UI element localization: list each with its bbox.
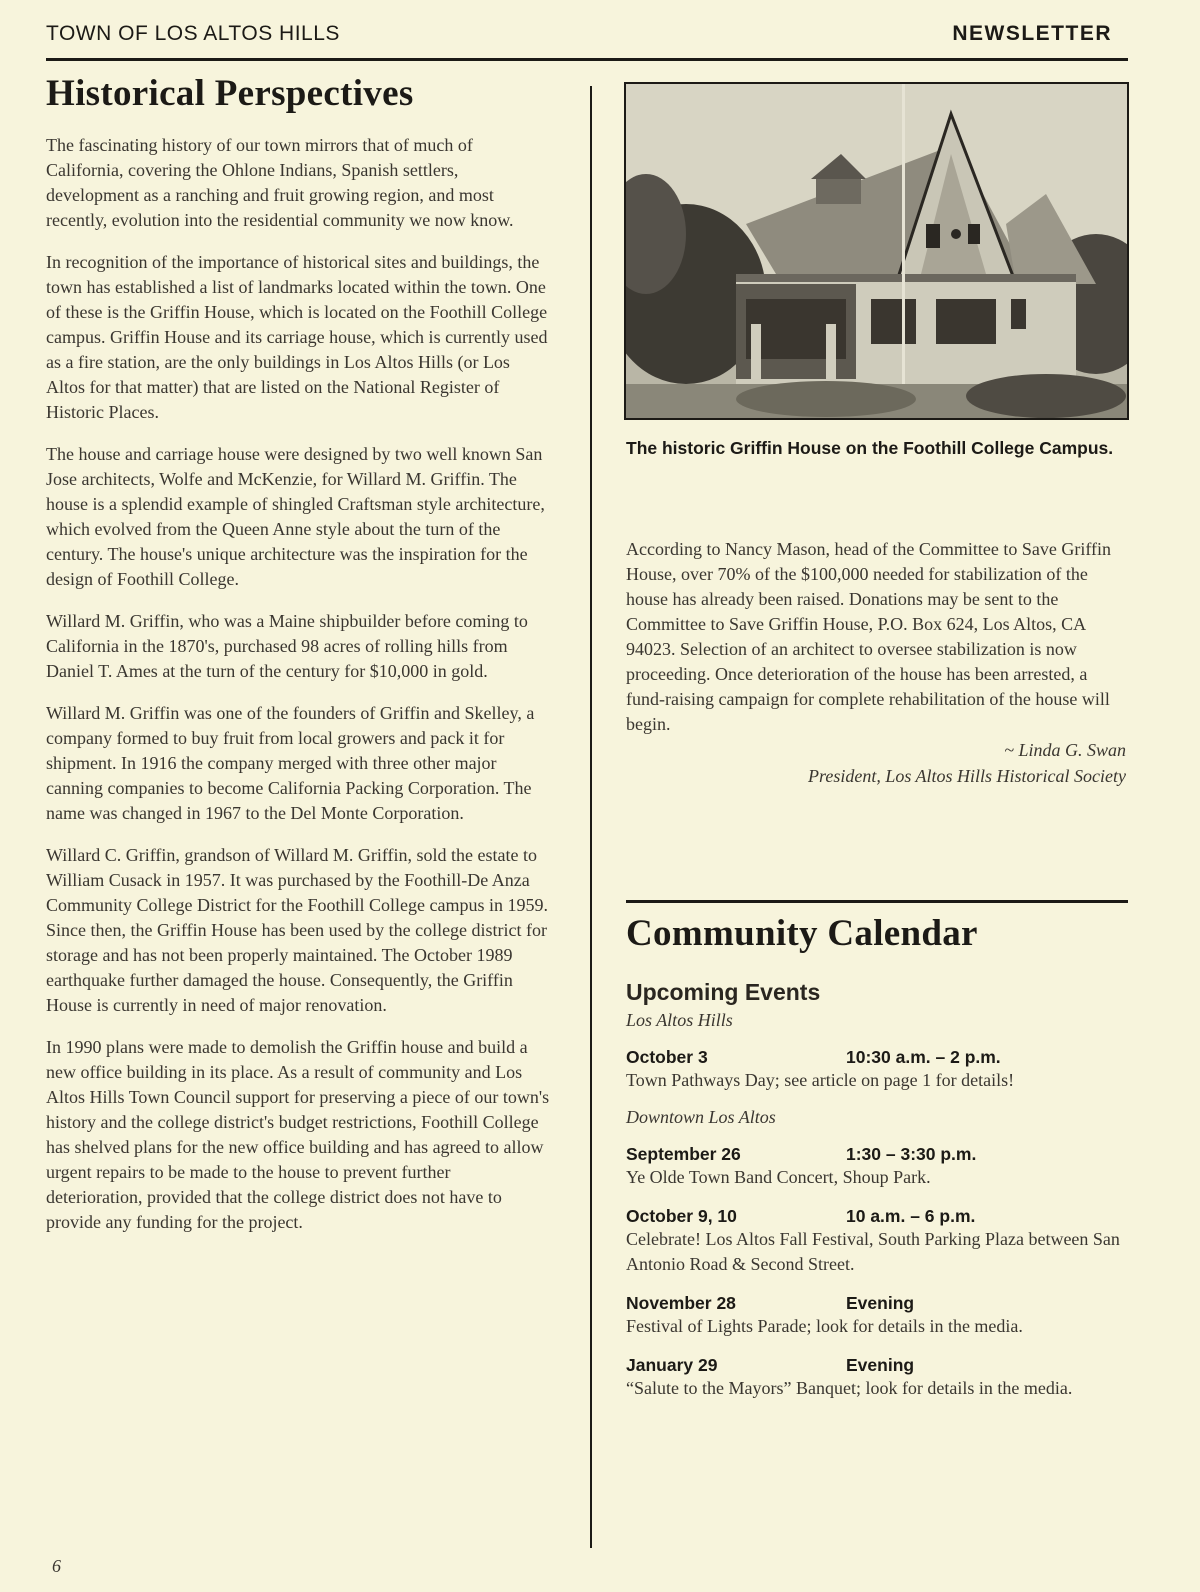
article-paragraph: The house and carriage house were designed by two well known San Jose architects, Wolfe and McKenzie, for Willard M. Griffin. The house is a splendid example of shingled Craftsman style architecture, which evolved from the Queen Anne style about the turn of the century. The house's unique architecture was the inspiration for the design of Foothill College. — [46, 444, 545, 589]
photo-caption: The historic Griffin House on the Foothill College Campus. — [626, 438, 1114, 458]
calendar-event — [626, 1144, 1128, 1190]
article-paragraph: Willard M. Griffin was one of the founders of Griffin and Skelley, a company formed to buy fruit from local growers and pack it for shipment. In 1916 the company merged with three other major canning companies to become California Packing Corporation. The name was changed in 1967 to the Del Monte Corporation. — [46, 703, 535, 823]
event-description: “Salute to the Mayors” Banquet; look for details in the media. — [626, 1378, 1073, 1398]
community-calendar — [626, 912, 1128, 1401]
event-date: October 3 — [626, 1047, 708, 1067]
event-date: November 28 — [626, 1293, 736, 1313]
calendar-event — [626, 1047, 1128, 1093]
event-time: 1:30 – 3:30 p.m. — [846, 1144, 977, 1164]
continuation-paragraph: According to Nancy Mason, head of the Committee to Save Griffin House, over 70% of the $100,000 needed for stabilization of the house has already been raised. Donations may be sent to the Committee to Save Griffin House, P.O. Box 624, Los Altos, CA 94023. Selection of an architect to oversee stabilization is now proceeding. Once deterioration of the house has been arrested, a fund-raising campaign for complete rehabilitation of the house will begin. — [626, 539, 1112, 734]
event-time: Evening — [846, 1355, 915, 1375]
calendar-subtitle: Upcoming Events — [626, 979, 821, 1005]
article-paragraph: In recognition of the importance of historical sites and buildings, the town has established a list of landmarks located within the town. One of these is the Griffin House, which is located on the Foothill College campus. Griffin House and its carriage house, which is currently used as a fire station, are the only buildings in Los Altos Hills (or Los Altos for that matter) that are listed on the National Register of Historic Places. — [46, 252, 548, 422]
event-description: Town Pathways Day; see article on page 1 for details! — [626, 1070, 1015, 1090]
article-title: Historical Perspectives — [46, 73, 414, 114]
article-paragraph: Willard M. Griffin, who was a Maine shipbuilder before coming to California in the 1870's, purchased 98 acres of rolling hills from Daniel T. Ames at the turn of the century for $10,000 in gold. — [46, 611, 528, 681]
article-paragraph: In 1990 plans were made to demolish the Griffin house and build a new office building in its place. As a result of community and Los Altos Hills Town Council support for preserving a piece of our town's history and the college district's budget restrictions, Foothill College has shelved plans for the new office building and has agreed to allow urgent repairs to be made to the house to prevent further deterioration, provided that the college district does not have to provide any funding for the project. — [46, 1037, 550, 1232]
calendar-title: Community Calendar — [626, 913, 978, 954]
author-title: President, Los Altos Hills Historical Society — [808, 766, 1126, 786]
header-divider — [46, 58, 1128, 61]
event-description: Festival of Lights Parade; look for details in the media. — [626, 1316, 1023, 1336]
article-paragraph: Willard C. Griffin, grandson of Willard M. Griffin, sold the estate to William Cusack in 1957. It was purchased by the Foothill-De Anza Community College District for the Foothill College campus in 1959. Since then, the Griffin House has been used by the college district for storage and has not been properly maintained. The October 1989 earthquake further damaged the house. Consequently, the Griffin House is currently in need of major renovation. — [46, 845, 548, 1015]
event-time: 10 a.m. – 6 p.m. — [846, 1206, 976, 1226]
event-description: Celebrate! Los Altos Fall Festival, South Parking Plaza between San Antonio Road & Second Street. — [626, 1229, 1120, 1274]
newsletter-label: NEWSLETTER — [952, 22, 1112, 45]
calendar-event — [626, 1206, 1128, 1277]
calendar-divider — [626, 900, 1128, 903]
event-time: 10:30 a.m. – 2 p.m. — [846, 1047, 1001, 1067]
event-date: September 26 — [626, 1144, 741, 1164]
author-name: ~ Linda G. Swan — [1004, 740, 1126, 760]
historical-perspectives-article — [46, 72, 550, 1252]
column-divider — [590, 86, 592, 1548]
article-continuation — [626, 537, 1126, 789]
event-time: Evening — [846, 1293, 915, 1313]
calendar-location: Los Altos Hills — [626, 1010, 733, 1030]
griffin-house-photo — [624, 82, 1129, 420]
event-date: October 9, 10 — [626, 1206, 737, 1226]
event-description: Ye Olde Town Band Concert, Shoup Park. — [626, 1167, 931, 1187]
newsletter-town-name: TOWN OF LOS ALTOS HILLS — [46, 22, 340, 45]
calendar-event — [626, 1293, 1128, 1339]
calendar-event — [626, 1355, 1128, 1401]
page-number: 6 — [52, 1556, 61, 1576]
event-date: January 29 — [626, 1355, 718, 1375]
calendar-location: Downtown Los Altos — [626, 1107, 776, 1127]
article-paragraph: The fascinating history of our town mirrors that of much of California, covering the Ohlone Indians, Spanish settlers, development as a ranching and fruit growing region, and most recently, evolution into the residential community we now know. — [46, 135, 514, 230]
